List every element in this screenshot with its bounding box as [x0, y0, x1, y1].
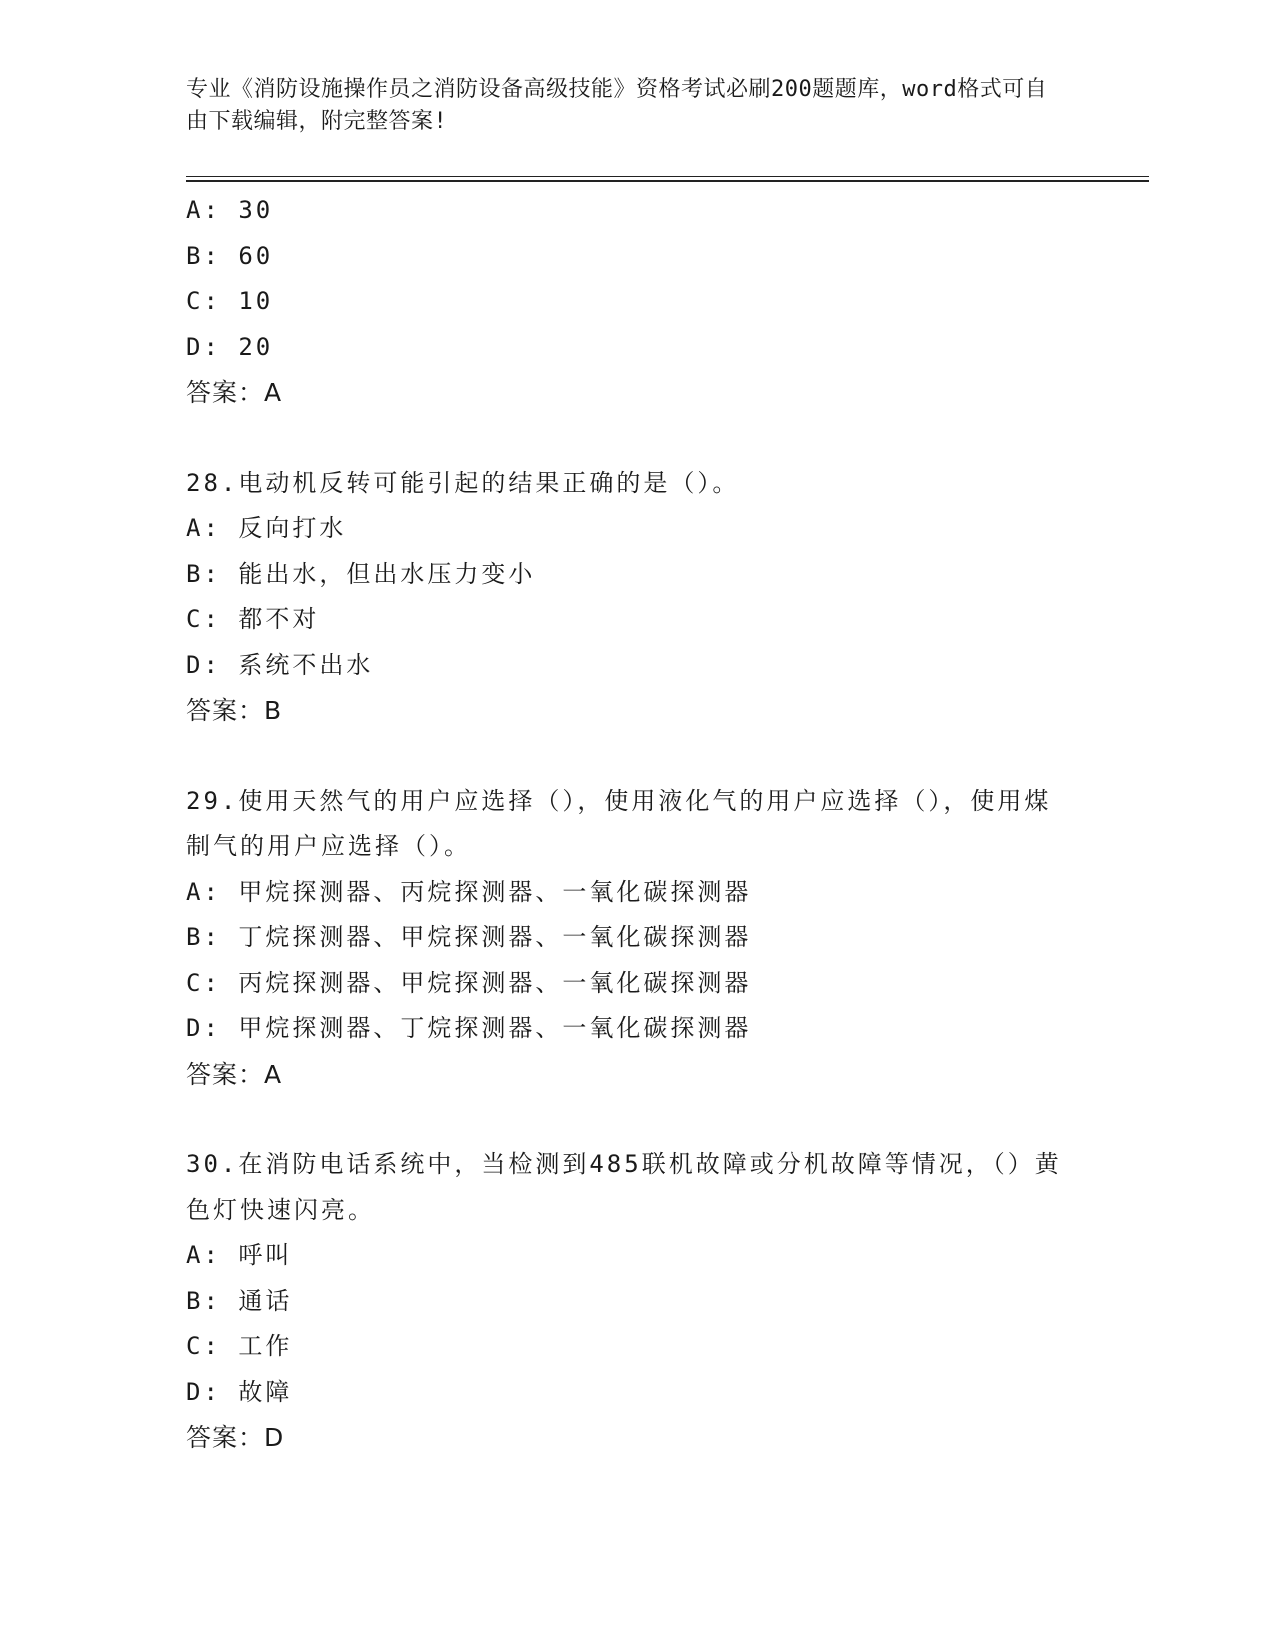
answer: 答案：A [186, 378, 283, 407]
question-30 [186, 1142, 1066, 1461]
document-header: 专业《消防设施操作员之消防设备高级技能》资格考试必刷200题题库，word格式可自由下载编辑，附完整答案! [186, 77, 1048, 134]
question-list [186, 188, 1066, 1461]
answer: 答案：D [186, 1423, 285, 1452]
option-d: D: 甲烷探测器、丁烷探测器、一氧化碳探测器 [186, 1014, 752, 1042]
answer: 答案：A [186, 1059, 283, 1089]
option-c: C: 都不对 [186, 605, 320, 633]
option-b: B: 60 [186, 241, 274, 270]
answer: 答案：B [186, 696, 283, 725]
question-text: 28.电动机反转可能引起的结果正确的是（）。 [186, 468, 740, 497]
option-d: D: 故障 [186, 1377, 293, 1406]
question-text: 29.使用天然气的用户应选择（），使用液化气的用户应选择（），使用煤制气的用户应选择（）。 [186, 786, 1052, 860]
header-divider-thin [186, 176, 1149, 177]
option-c: C: 工作 [186, 1332, 293, 1360]
option-c: C: 丙烷探测器、甲烷探测器、一氧化碳探测器 [186, 968, 752, 997]
option-b: B: 丁烷探测器、甲烷探测器、一氧化碳探测器 [186, 923, 752, 951]
option-a: A: 30 [186, 196, 274, 224]
option-a: A: 呼叫 [186, 1241, 293, 1269]
header-divider-thick [186, 180, 1149, 182]
option-c: C: 10 [186, 287, 274, 315]
question-28 [186, 461, 1066, 734]
question-29 [186, 779, 1066, 1098]
question-text: 30.在消防电话系统中，当检测到485联机故障或分机故障等情况，（）黄色灯快速闪亮。 [186, 1150, 1062, 1224]
question-27-partial [186, 188, 1066, 416]
option-d: D: 系统不出水 [186, 650, 374, 679]
option-a: A: 反向打水 [186, 514, 347, 542]
option-d: D: 20 [186, 332, 274, 361]
option-a: A: 甲烷探测器、丙烷探测器、一氧化碳探测器 [186, 877, 752, 906]
option-b: B: 通话 [186, 1286, 293, 1315]
option-b: B: 能出水，但出水压力变小 [186, 559, 536, 588]
